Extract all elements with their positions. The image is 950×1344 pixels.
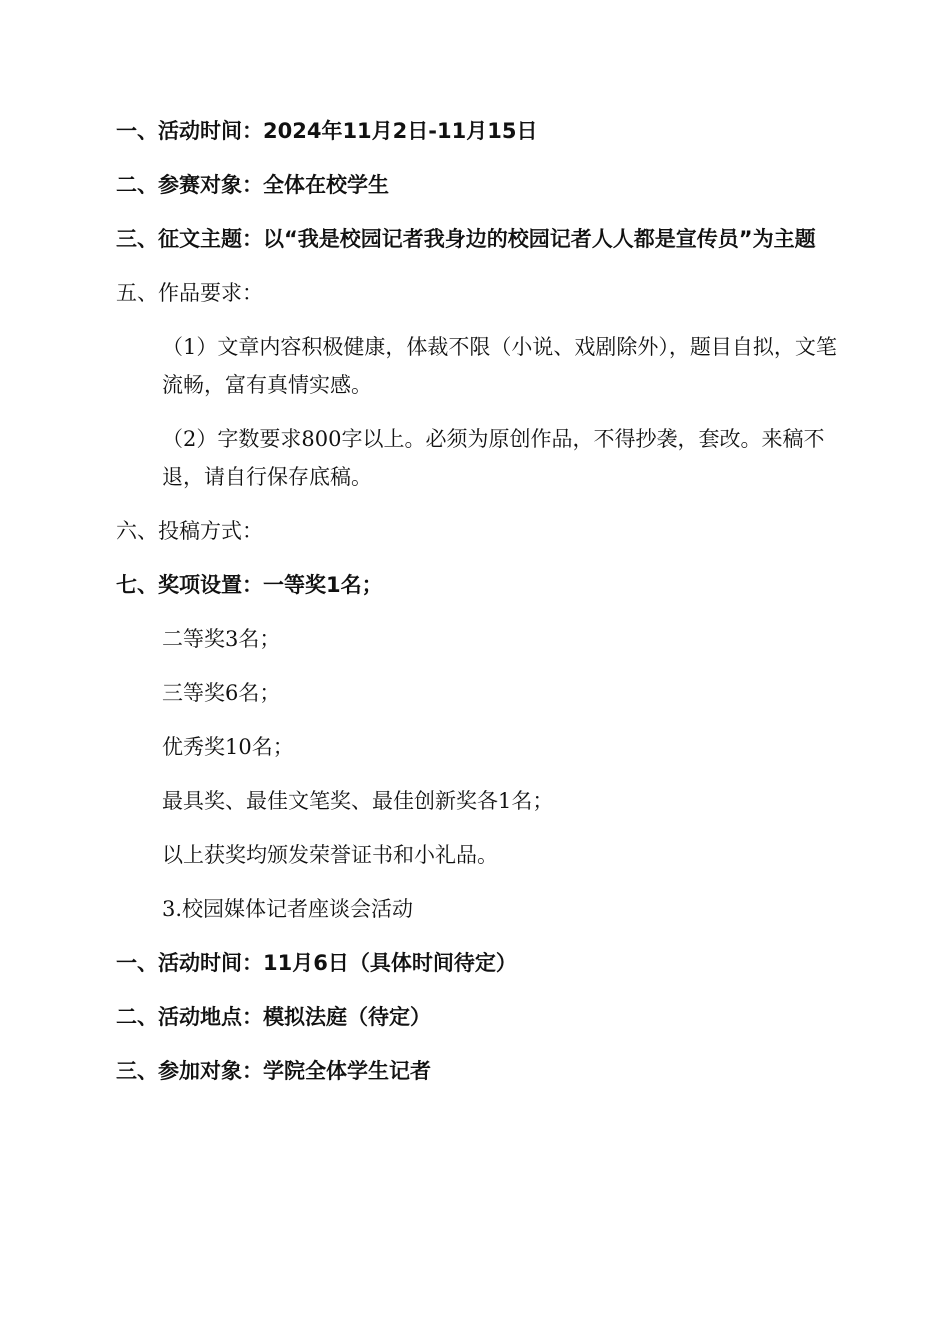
forum-time-line: 一、活动时间：11月6日（具体时间待定）	[116, 951, 517, 975]
media-forum-title: 3.校园媒体记者座谈会活动	[162, 897, 414, 921]
requirement-item-1: （1）文章内容积极健康，体裁不限（小说、戏剧除外），题目自拟，文笔流畅，富有真情实感。	[162, 335, 837, 397]
participants-line: 二、参赛对象：全体在校学生	[116, 173, 389, 197]
forum-participants-line: 三、参加对象：学院全体学生记者	[116, 1059, 431, 1083]
activity-time-line: 一、活动时间：2024年11月2日-11月15日	[116, 119, 538, 143]
submission-method-heading: 六、投稿方式：	[116, 519, 263, 543]
award-note-line: 以上获奖均颁发荣誉证书和小礼品。	[162, 843, 498, 867]
essay-theme-line: 三、征文主题：以“我是校园记者我身边的校园记者人人都是宣传员”为主题	[116, 227, 816, 251]
work-requirements-heading: 五、作品要求：	[116, 281, 263, 305]
requirement-item-2: （2）字数要求800字以上。必须为原创作品，不得抄袭，套改。来稿不退，请自行保存底稿。	[162, 427, 825, 489]
second-prize-line: 二等奖3名；	[162, 627, 281, 651]
award-settings-line: 七、奖项设置：一等奖1名；	[116, 573, 383, 597]
excellence-prize-line: 优秀奖10名；	[162, 735, 294, 759]
third-prize-line: 三等奖6名；	[162, 681, 281, 705]
forum-location-line: 二、活动地点：模拟法庭（待定）	[116, 1005, 431, 1029]
special-awards-line: 最具奖、最佳文笔奖、最佳创新奖各1名；	[162, 789, 554, 813]
document-content	[116, 112, 838, 1090]
